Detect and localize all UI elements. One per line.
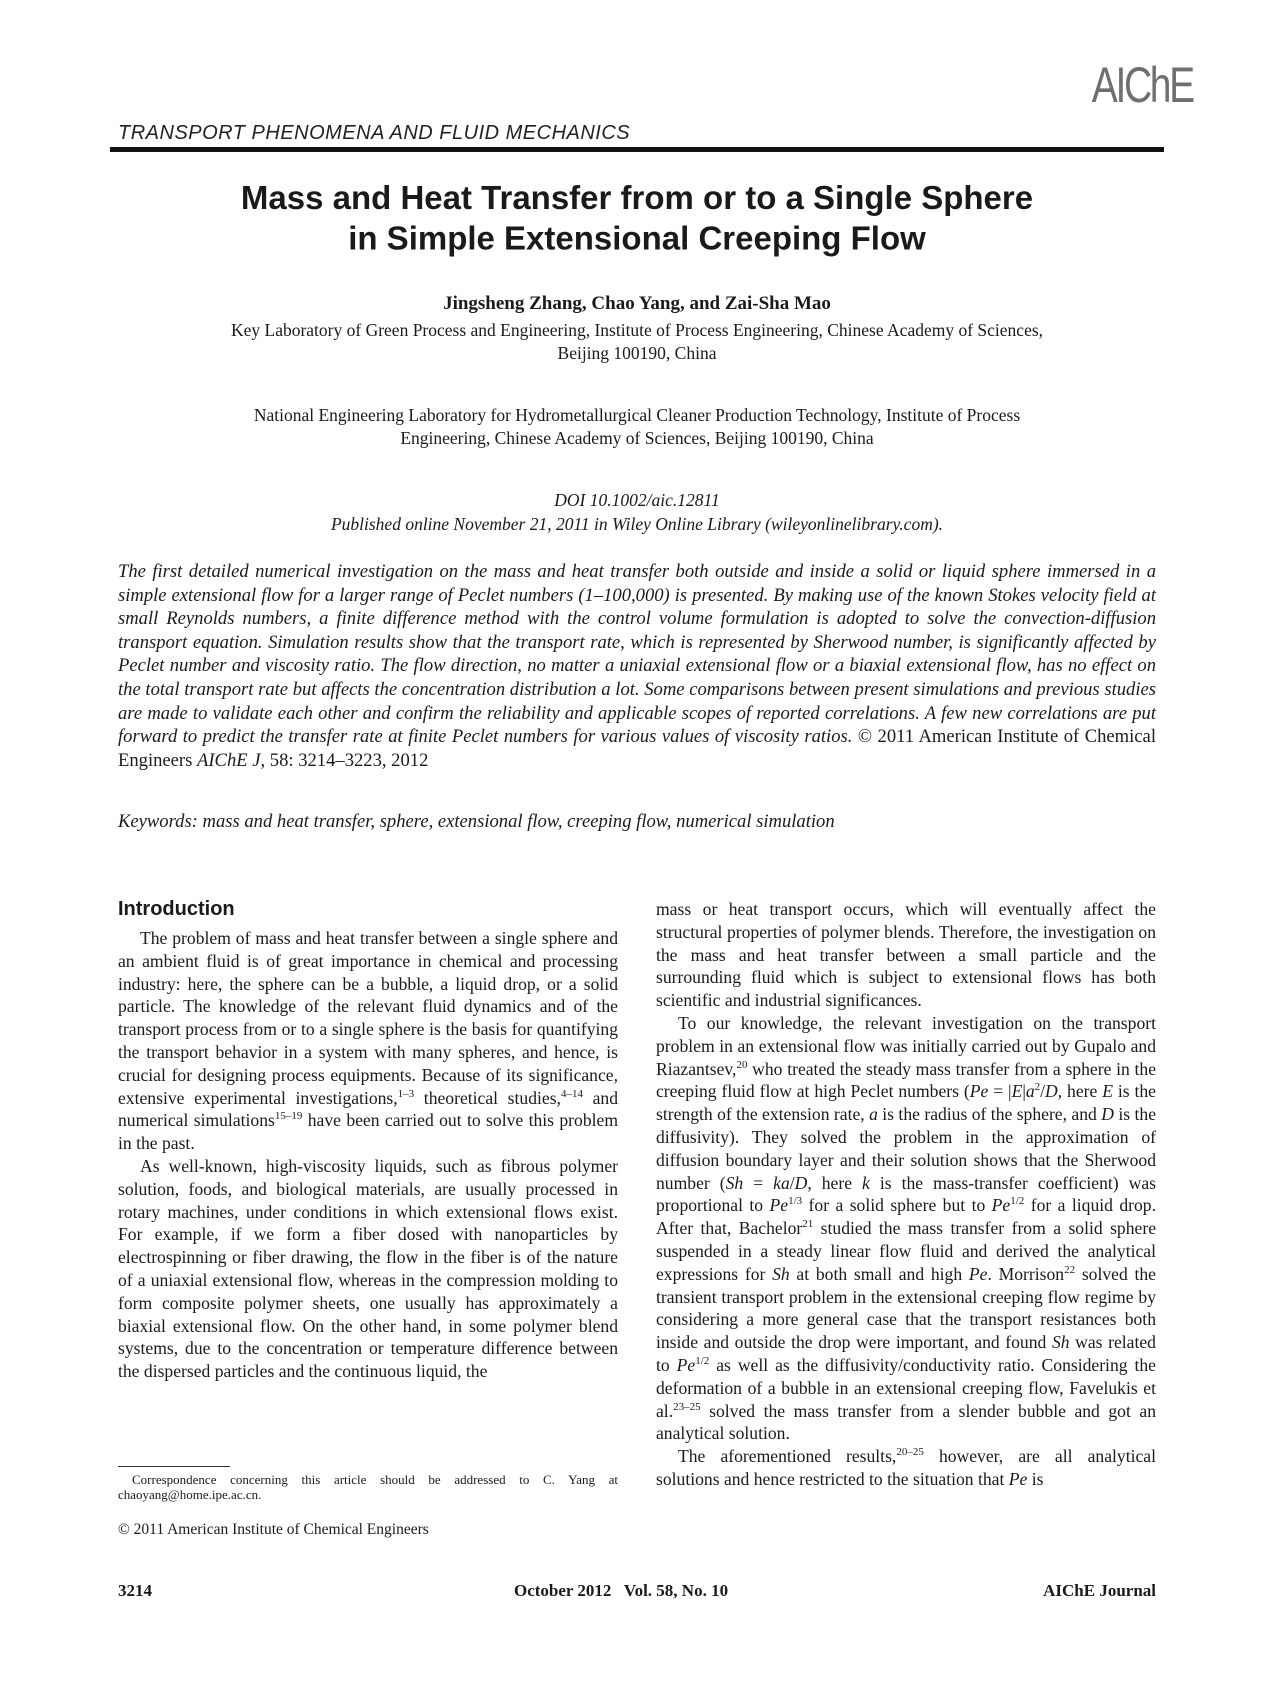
right-paragraph-1 [656, 1012, 1156, 1445]
affiliation-2-line-1: National Engineering Laboratory for Hydrometallurgical Cleaner Production Technology, Institute of Process [253, 405, 1021, 425]
citation-ref: 21 [802, 1218, 814, 1231]
doi-block [110, 488, 1164, 536]
text-run: | [1022, 1081, 1026, 1102]
published-online: Published online November 21, 2011 in Wiley Online Library (wileyonlinelibrary.com). [330, 514, 944, 534]
math-symbol: Pe [676, 1354, 696, 1375]
text-run: is the radius of the sphere, and [877, 1104, 1102, 1125]
text-run: as well as the diffusivity/conductivity ratio. Considering the deformation of a bubble in an extensional creeping flow, Favelukis et al. [656, 1354, 1156, 1421]
text-run: is the diffusivity). They solved the problem in the approximation of diffusion boundary layer and their solution shows that the Sherwood number ( [656, 1104, 1157, 1193]
math-symbol: E [1102, 1081, 1113, 1102]
text-run: The problem of mass and heat transfer between a single sphere and an ambient fluid is of great importance in chemical and processing industry: here, the sphere can be a bubble, a liquid drop, or a solid particle. The knowledge of the relevant fluid dynamics and of the transport process from or to a single sphere is the basis for quantifying the transport behavior in a system with many spheres, and hence, is crucial for designing process equipments. Because of its significance, extensive experimental investigations, [118, 928, 618, 1108]
math-symbol: Pe [968, 1263, 988, 1284]
citation-ref: 1–3 [397, 1087, 415, 1100]
text-run: = | [988, 1081, 1012, 1102]
math-symbol: Sh [1051, 1332, 1070, 1353]
math-symbol: Sh [772, 1263, 790, 1284]
title-line-1: Mass and Heat Transfer from or to a Single Sphere [240, 178, 1034, 216]
text-run: and numerical simulations [118, 1087, 618, 1131]
citation-ref: 4–14 [560, 1087, 583, 1100]
text-run: solved the transient transport problem in the extensional creeping flow regime by considering a more general case that the transport resistances both inside and outside the drop were important, and found [656, 1263, 1156, 1353]
text-run: was related to [656, 1332, 1156, 1375]
citation-ref: 20–25 [896, 1446, 924, 1459]
abstract [118, 560, 1156, 772]
text-run: / [1040, 1081, 1046, 1102]
footnote-rule [118, 1466, 230, 1467]
continued-paragraph: mass or heat transport occurs, which will eventually affect the structural properties of polymer blends. Therefore, the investigation on the mass and heat transfer between a small particle and the surrounding fluid which is subject to extensional flows has both scientific and industrial significances. [656, 899, 1156, 1011]
aiche-logo: AIChE [1091, 57, 1193, 113]
text-run: however, are all analytical solutions and hence restricted to the situation that [656, 1446, 1156, 1489]
text-run: solved the mass transfer from a slender bubble and got an analytical solution. [656, 1400, 1156, 1444]
math-symbol: D [794, 1172, 808, 1193]
exponent: 1/2 [695, 1355, 710, 1368]
text-run: who treated the steady mass transfer from a sphere in the creeping fluid flow at high Peclet numbers ( [656, 1058, 1156, 1102]
affiliation-2 [110, 404, 1164, 450]
text-run: The aforementioned results, [678, 1446, 897, 1467]
header-rule [110, 147, 1164, 152]
affiliation-1-line-1: Key Laboratory of Green Process and Engineering, Institute of Process Engineering, Chinese Academy of Sciences, [230, 320, 1044, 340]
citation-ref: 22 [1064, 1263, 1076, 1276]
exponent: 1/3 [788, 1195, 803, 1208]
intro-paragraph-1 [118, 927, 618, 1155]
text-run: . Morrison [987, 1263, 1065, 1284]
citation-ref: 15–19 [274, 1110, 303, 1123]
affiliation-1 [110, 319, 1164, 365]
affiliation-2-line-2: Engineering, Chinese Academy of Sciences, Beijing 100190, China [400, 428, 874, 448]
text-run: To our knowledge, the relevant investigation on the transport problem in an extensional flow was initially carried out by Gupalo and Riazantsev, [656, 1012, 1156, 1079]
abstract-copyright: © 2011 American Institute of Chemical Engineers [118, 726, 1156, 771]
math-symbol: E [1011, 1081, 1023, 1102]
math-symbol: Sh [725, 1172, 744, 1193]
page-number: 3214 [118, 1581, 152, 1600]
exponent: 2 [1034, 1081, 1041, 1094]
abstract-citation: 58: 3214–3223, 2012 [265, 749, 429, 771]
math-symbol: D [1101, 1104, 1114, 1125]
right-column [656, 898, 1156, 1491]
article-title [110, 177, 1164, 259]
text-run: / [789, 1172, 795, 1193]
journal-name: AIChE Journal [1043, 1581, 1156, 1600]
math-symbol: k [862, 1172, 870, 1193]
correspondence-footnote: Correspondence concerning this article should be addressed to C. Yang at chaoyang@home.ipe.ac.cn. [118, 1472, 618, 1502]
text-run: at both small and high [789, 1263, 969, 1284]
math-symbol: Pe [969, 1081, 989, 1102]
text-run: have been carried out to solve this problem in the past. [118, 1110, 619, 1154]
exponent: 1/2 [1010, 1195, 1025, 1208]
intro-paragraph-2: As well-known, high-viscosity liquids, such as fibrous polymer solution, foods, and biological materials, are usually processed in rotary machines, under conditions in which extensional flows exist. For example, if we form a fiber dosed with nanoparticles by electrospinning or fiber drawing, the flow in the fiber is of the nature of a uniaxial extensional flow, whereas in the compression molding to form composite polymer sheets, one usually has approximately a biaxial extensional flow. On the other hand, in some polymer blend systems, due to the concentration or temperature difference between the dispersed particles and the continuous liquid, the [118, 1155, 618, 1382]
right-paragraph-2 [656, 1445, 1156, 1491]
introduction-heading: Introduction [118, 898, 235, 920]
abstract-journal: AIChE J, [197, 749, 266, 771]
math-symbol: ka [773, 1172, 790, 1193]
issue-info: October 2012 Vol. 58, No. 10 [514, 1581, 729, 1600]
citation-ref: 23–25 [673, 1400, 701, 1413]
text-run: for a liquid drop. After that, Bachelor [656, 1195, 1156, 1239]
affiliation-1-line-2: Beijing 100190, China [557, 343, 717, 363]
copyright-line: © 2011 American Institute of Chemical Engineers [118, 1521, 429, 1538]
math-symbol: Pe [1008, 1468, 1028, 1489]
math-symbol: a [869, 1104, 878, 1125]
keywords: Keywords: mass and heat transfer, sphere, extensional flow, creeping flow, numerical simulation [118, 811, 835, 832]
text-run: is the strength of the extension rate, [656, 1081, 1156, 1125]
math-symbol: D [1045, 1081, 1058, 1102]
text-run: , here [807, 1172, 863, 1193]
text-run: studied the mass transfer from a solid sphere suspended in a steady linear flow fluid and derived the analytical expressions for [656, 1218, 1156, 1284]
math-symbol: Pe [769, 1195, 789, 1216]
title-line-2: in Simple Extensional Creeping Flow [348, 219, 926, 257]
text-run: is the mass-transfer coefficient) was proportional to [656, 1172, 1156, 1216]
math-symbol: Pe [991, 1195, 1011, 1216]
text-run: = [743, 1172, 774, 1193]
text-run: theoretical studies, [414, 1087, 561, 1108]
section-label: TRANSPORT PHENOMENA AND FLUID MECHANICS [118, 122, 631, 144]
abstract-body: The first detailed numerical investigation on the mass and heat transfer both outside and inside a solid or liquid sphere immersed in a simple extensional flow for a larger range of Peclet numbers (1–100,000) is presented. By making use of the known Stokes velocity field at small Reynolds numbers, a finite difference method with the control volume formulation is adopted to solve the convection-diffusion transport equation. Simulation results show that the transport rate, which is represented by Sherwood number, is significantly affected by Peclet number and viscosity ratio. The flow direction, no matter a uniaxial extensional flow or a biaxial extensional flow, has no effect on the total transport rate but affects the concentration distribution a lot. Some comparisons between present simulations and previous studies are made to validate each other and confirm the reliability and applicable scopes of reported correlations. A few new correlations are put forward to predict the transfer rate at finite Peclet numbers for various values of viscosity ratios. [118, 561, 1156, 748]
text-run: for a solid sphere but to [802, 1195, 992, 1216]
text-run: , here [1057, 1081, 1103, 1102]
doi: DOI 10.1002/aic.12811 [554, 490, 720, 510]
authors: Jingsheng Zhang, Chao Yang, and Zai-Sha Mao [443, 293, 831, 314]
math-symbol: a [1025, 1081, 1035, 1102]
citation-ref: 20 [736, 1058, 748, 1071]
left-column [118, 927, 618, 1383]
text-run: is [1027, 1468, 1044, 1489]
